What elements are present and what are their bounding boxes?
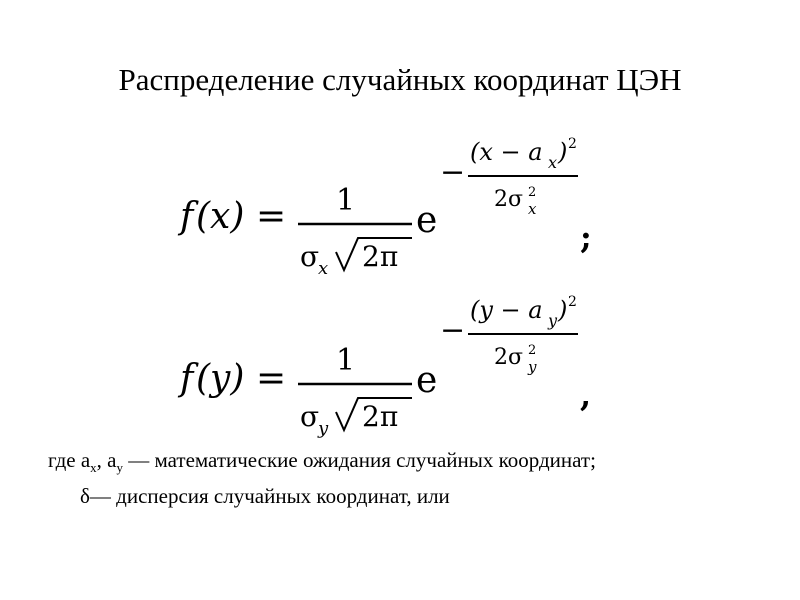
fy-exp-num-close: )	[558, 296, 568, 324]
fx-den-sigma: σ	[300, 240, 320, 273]
fy-eq: =	[256, 358, 287, 399]
fx-exp-num-sub: x	[548, 153, 558, 172]
slide-title: Распределение случайных координат ЦЭН	[118, 62, 682, 97]
fy-trail: ,	[580, 376, 592, 414]
fy-f: f	[180, 358, 194, 399]
fy-arg: (y)	[196, 358, 245, 399]
fy-exp-num-sub: y	[548, 311, 558, 330]
dispersion-line: δ— дисперсия случайных координат, или	[80, 484, 450, 508]
fx-eq: =	[256, 196, 287, 237]
formula-fy	[177, 294, 591, 439]
fy-den-sigma: σ	[300, 400, 320, 433]
fy-den-sqrt-arg: 2π	[362, 400, 399, 433]
fx-exp-minus: −	[440, 155, 466, 190]
fx-exp-den-sub: x	[528, 200, 537, 218]
fx-trail: ;	[580, 218, 592, 256]
fy-exp-den-sub: y	[528, 358, 537, 376]
fx-den-sqrt-arg: 2π	[362, 240, 399, 273]
fy-num: 1	[336, 343, 356, 378]
fx-num: 1	[336, 183, 356, 218]
formula-fx	[177, 136, 592, 279]
fy-exp-num-pow: 2	[568, 294, 577, 310]
fx-exp-num-close: )	[558, 138, 568, 166]
where-sub-y: y	[116, 460, 123, 476]
where-prefix: где a	[48, 448, 91, 472]
fy-exp-minus: −	[440, 313, 466, 348]
fx-den-sigma-sub: x	[318, 258, 329, 279]
fy-exp-num: (y − a	[470, 296, 543, 324]
fx-exp-num: (x − a	[470, 138, 543, 166]
fx-f: f	[180, 196, 194, 237]
where-line	[48, 448, 596, 476]
fx-exp-den: 2σ	[494, 187, 524, 212]
fx-exp-den-pow: 2	[528, 185, 537, 200]
fx-exp-num-pow: 2	[568, 136, 577, 152]
fx-arg: (x)	[196, 196, 245, 237]
formula-image	[150, 100, 610, 445]
where-rest: — математические ожидания случайных координат;	[122, 448, 596, 472]
where-sub-x: x	[90, 460, 97, 476]
fx-exp-base: e	[416, 200, 438, 241]
fy-den-sigma-sub: y	[318, 418, 329, 439]
fy-exp-den: 2σ	[494, 345, 524, 370]
fy-exp-den-pow: 2	[528, 343, 537, 358]
where-sep: , a	[96, 448, 117, 472]
fy-exp-base: e	[416, 360, 438, 401]
